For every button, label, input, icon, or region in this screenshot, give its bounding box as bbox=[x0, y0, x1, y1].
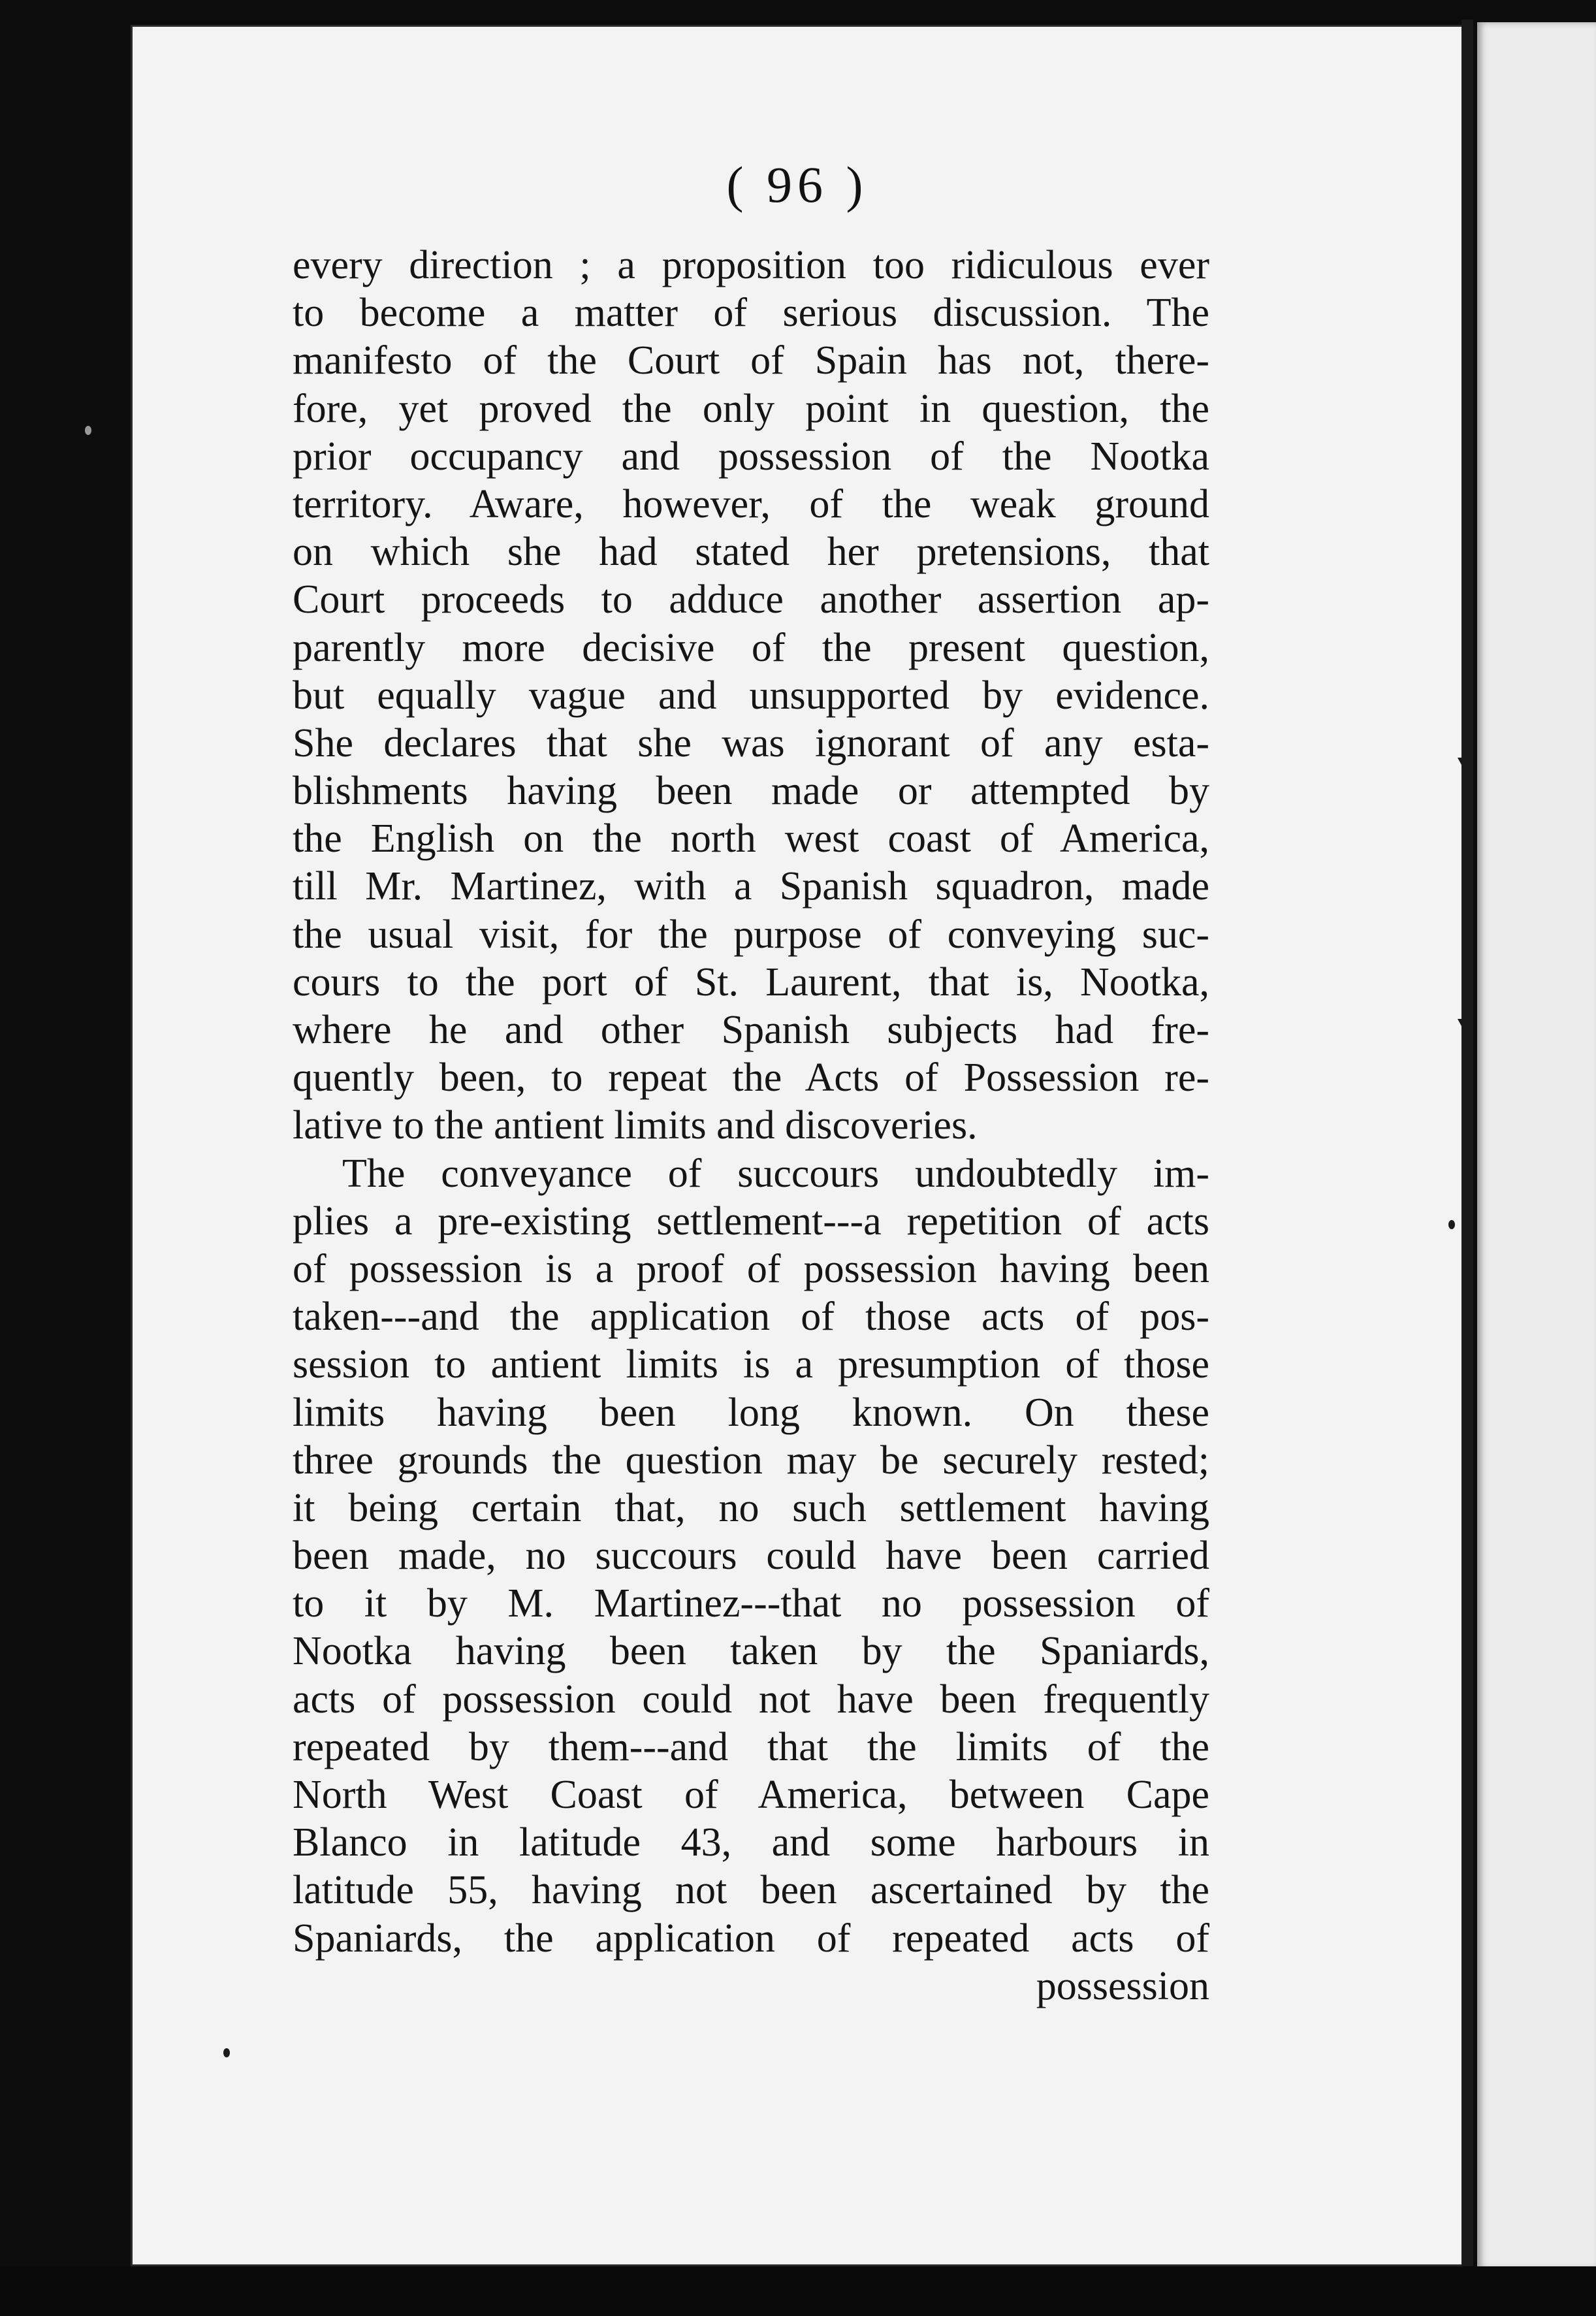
text-line: parently more decisive of the present question, bbox=[293, 625, 1209, 670]
text-line: The conveyance of succours undoubtedly im- bbox=[342, 1151, 1209, 1196]
text-line: every direction ; a proposition too ridiculous ever bbox=[293, 243, 1209, 287]
page-gutter bbox=[1461, 20, 1473, 2266]
text-line: where he and other Spanish subjects had fre- bbox=[293, 1008, 1209, 1052]
text-line: to become a matter of serious discussion. The bbox=[293, 291, 1209, 336]
text-line: but equally vague and unsupported by evidence. bbox=[293, 673, 1209, 718]
facing-page-edge bbox=[1477, 22, 1596, 2269]
ink-speck bbox=[1448, 1220, 1455, 1229]
gutter-mark bbox=[1458, 1019, 1473, 1033]
text-line: on which she had stated her pretensions, that bbox=[293, 530, 1209, 575]
page-number: ( 96 ) bbox=[726, 156, 869, 213]
scan-bottom-border bbox=[0, 2266, 1596, 2316]
text-line: lative to the antient limits and discoveries. bbox=[293, 1103, 978, 1148]
text-line: quently been, to repeat the Acts of Possession re- bbox=[293, 1055, 1209, 1101]
text-line: repeated by them---and that the limits of the bbox=[293, 1724, 1209, 1769]
text-line: Spaniards, the application of repeated acts of bbox=[293, 1916, 1209, 1961]
text-line: prior occupancy and possession of the Nootka bbox=[293, 434, 1209, 479]
text-line: to it by M. Martinez---that no possession of bbox=[293, 1581, 1209, 1626]
text-line: cours to the port of St. Laurent, that is, Nootka, bbox=[293, 959, 1209, 1005]
text-line: Blanco in latitude 43, and some harbours in bbox=[293, 1820, 1209, 1865]
text-line: taken---and the application of those acts of pos- bbox=[293, 1295, 1209, 1340]
text-line: fore, yet proved the only point in question, the bbox=[293, 386, 1209, 431]
text-line: territory. Aware, however, of the weak ground bbox=[293, 481, 1209, 526]
text-line: Court proceeds to adduce another assertion ap- bbox=[293, 577, 1209, 622]
text-line: session to antient limits is a presumption of those bbox=[293, 1342, 1209, 1387]
text-line: She declares that she was ignorant of any esta- bbox=[293, 720, 1209, 765]
text-line: three grounds the question may be securely rested; bbox=[293, 1438, 1209, 1483]
gutter-mark bbox=[1458, 758, 1473, 772]
ink-speck bbox=[223, 2048, 230, 2057]
text-line: acts of possession could not have been frequently bbox=[293, 1677, 1209, 1722]
text-line: of possession is a proof of possession having been bbox=[293, 1246, 1209, 1291]
text-line: till Mr. Martinez, with a Spanish squadron, made bbox=[293, 864, 1209, 909]
scan-left-border bbox=[0, 0, 131, 2316]
text-line: limits having been long known. On these bbox=[293, 1390, 1209, 1435]
text-line: North West Coast of America, between Cape bbox=[293, 1773, 1209, 1817]
text-line: the usual visit, for the purpose of conveying suc- bbox=[293, 912, 1209, 957]
text-line: the English on the north west coast of America, bbox=[293, 816, 1209, 861]
ink-speck bbox=[85, 426, 91, 435]
text-line: manifesto of the Court of Spain has not, there- bbox=[293, 338, 1209, 383]
text-line: it being certain that, no such settlement having bbox=[293, 1485, 1209, 1530]
text-line: latitude 55, having not been ascertained by the bbox=[293, 1868, 1209, 1913]
catchword: possession bbox=[1036, 1963, 1209, 2008]
text-line: been made, no succours could have been carried bbox=[293, 1534, 1209, 1579]
text-line: plies a pre-existing settlement---a repetition of acts bbox=[293, 1198, 1209, 1244]
text-line: Nootka having been taken by the Spaniards, bbox=[293, 1629, 1209, 1674]
body-text bbox=[293, 242, 1209, 2010]
text-line: blishments having been made or attempted by bbox=[293, 769, 1209, 814]
